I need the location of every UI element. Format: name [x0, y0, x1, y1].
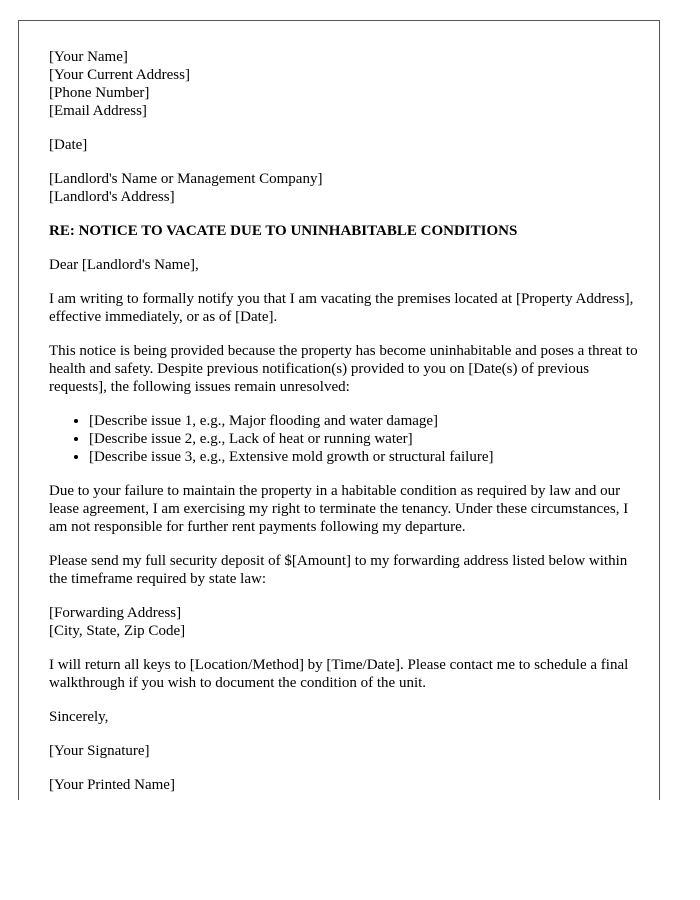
paragraph-keys: I will return all keys to [Location/Method] by [Time/Date]. Please contact me to schedule a final walkthrough if you wish to document the condition of the unit.: [49, 657, 629, 691]
printed-name: [Your Printed Name]: [49, 777, 175, 793]
sender-email: [Email Address]: [49, 103, 147, 119]
sender-block: [49, 48, 649, 120]
list-item: • [Describe issue 2, e.g., Lack of heat or running water]: [89, 430, 649, 448]
recipient-name: [Landlord's Name or Management Company]: [49, 171, 323, 187]
subject-line: RE: NOTICE TO VACATE DUE TO UNINHABITABLE CONDITIONS: [49, 223, 518, 239]
recipient-address: [Landlord's Address]: [49, 189, 175, 205]
letter-body: [49, 48, 649, 810]
recipient-block: [49, 170, 649, 206]
salutation: Dear [Landlord's Name],: [49, 257, 199, 273]
list-item: • [Describe issue 1, e.g., Major flooding and water damage]: [89, 412, 649, 430]
paragraph-reason: This notice is being provided because the property has become uninhabitable and poses a threat to health and safety. Despite previous notification(s) provided to you on [Date(s) of previous requests], the following issues remain unresolved:: [49, 343, 638, 395]
paragraph-notice: I am writing to formally notify you that I am vacating the premises located at [Property Address], effective immediately, or as of [Date].: [49, 291, 634, 325]
closing: Sincerely,: [49, 709, 109, 725]
list-item: • [Describe issue 3, e.g., Extensive mold growth or structural failure]: [89, 448, 649, 466]
signature: [Your Signature]: [49, 743, 150, 759]
paragraph-termination: Due to your failure to maintain the property in a habitable condition as required by law and our lease agreement, I am exercising my right to terminate the tenancy. Under these circumstances, I am not responsible for further rent payments following my departure.: [49, 483, 629, 535]
date-line: [Date]: [49, 137, 88, 153]
paragraph-deposit: Please send my full security deposit of $[Amount] to my forwarding address listed below within the timeframe required by state law:: [49, 553, 628, 587]
sender-phone: [Phone Number]: [49, 85, 150, 101]
sender-name: [Your Name]: [49, 49, 128, 65]
issues-list: [49, 412, 649, 466]
sender-address: [Your Current Address]: [49, 67, 190, 83]
forwarding-block: [49, 604, 649, 640]
document-page: [18, 20, 660, 800]
forwarding-address: [Forwarding Address]: [49, 605, 182, 621]
forwarding-city-state-zip: [City, State, Zip Code]: [49, 623, 186, 639]
